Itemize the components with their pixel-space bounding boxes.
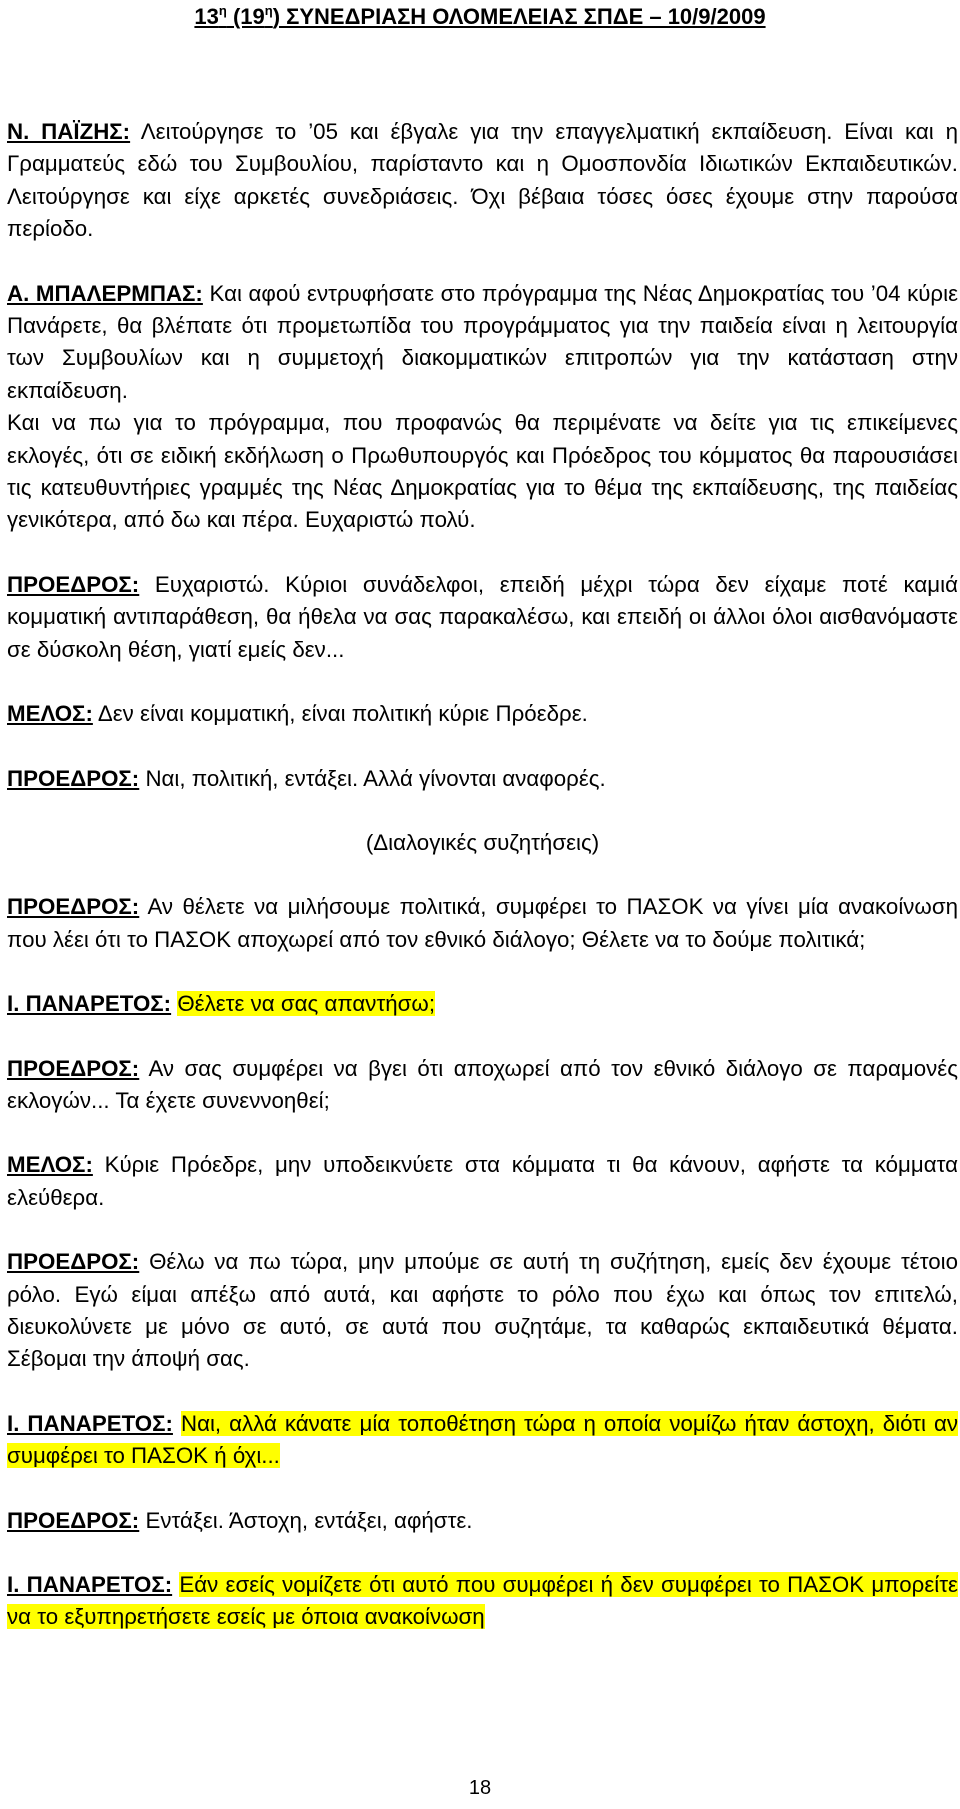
speaker-name: ΠΡΟΕΔΡΟΣ: [7, 1507, 140, 1533]
paragraph [7, 1408, 958, 1473]
page-number: 18 [468, 1777, 492, 1799]
speaker-name: ΠΡΟΕΔΡΟΣ: [7, 1055, 140, 1081]
speaker-name: ΜΕΛΟΣ: [7, 701, 93, 727]
highlighted-text: Θέλετε να σας απαντήσω; [177, 991, 436, 1017]
paragraph [7, 116, 958, 246]
paragraph [7, 763, 958, 795]
speaker-name: Ν. ΠΑΪΖΗΣ: [7, 119, 131, 144]
paragraph [7, 407, 958, 537]
speech-text: Ναι, πολιτική, εντάξει. Αλλά γίνονται αναφορές. [139, 765, 606, 791]
note-text: (Διαλογικές συζητήσεις) [365, 829, 600, 855]
paragraph [7, 891, 958, 956]
paragraph [7, 1246, 958, 1376]
paragraph [7, 1053, 958, 1118]
speaker-name: ΜΕΛΟΣ: [7, 1152, 93, 1178]
speaker-name: ΠΡΟΕΔΡΟΣ: [7, 894, 140, 920]
speaker-name: ΠΡΟΕΔΡΟΣ: [7, 571, 140, 597]
paragraph [7, 569, 958, 666]
speech-text: Αν σας συμφέρει να βγει ότι αποχωρεί από τον εθνικό διάλογο σε παραμονές εκλογών... Τα έχετε συνεννοηθεί; [7, 1055, 958, 1113]
speech-text: Ευχαριστώ. Κύριοι συνάδελφοι, επειδή μέχρι τώρα δεν είχαμε ποτέ καμιά κομματική αντιπαράθεση, θα ήθελα να σας παρακαλέσω, και επειδή οι άλλοι όλοι αισθανόμαστε σε δύσκολη θέση, γιατί εμείς δεν... [7, 571, 958, 662]
speech-text: Κύριε Πρόεδρε, μην υποδεικνύετε στα κόμματα τι θα κάνουν, αφήστε τα κόμματα ελεύθερα. [7, 1152, 958, 1210]
speech-text: Δεν είναι κομματική, είναι πολιτική κύριε Πρόεδρε. [92, 701, 588, 727]
speech-text: Και να πω για το πρόγραμμα, που προφανώς θα περιμένατε να δείτε για τις επικείμενες εκλογές, ότι σε ειδική εκδήλωση ο Πρωθυπουργός και Πρόεδρος του κόμματος θα παρουσιάσει τις κατευθυντήριες γραμμές της Νέας Δημοκρατίας για το θέμα της εκπαίδευσης, της παιδείας γενικότερα, από δω και πέρα. Ευχαριστώ πολύ. [7, 410, 958, 533]
highlighted-text: Ναι, αλλά κάνατε μία τοποθέτηση τώρα η οποία νομίζω ήταν άστοχη, διότι αν συμφέρει το ΠΑΣΟΚ ή όχι... [7, 1410, 958, 1469]
paragraph [7, 1569, 958, 1634]
speaker-name: Ι. ΠΑΝΑΡΕΤΟΣ: [7, 991, 172, 1017]
highlighted-text: Εάν εσείς νομίζετε ότι αυτό που συμφέρει ή δεν συμφέρει το ΠΑΣΟΚ μπορείτε να το εξυπηρετήσετε εσείς με όποια ανακοίνωση [7, 1572, 958, 1630]
speech-text: Αν θέλετε να μιλήσουμε πολιτικά, συμφέρει το ΠΑΣΟΚ να γίνει μία ανακοίνωση που λέει ότι το ΠΑΣΟΚ αποχωρεί από τον εθνικό διάλογο; Θέλετε να το δούμε πολιτικά; [7, 894, 958, 952]
speaker-name: ΠΡΟΕΔΡΟΣ: [7, 1249, 140, 1275]
speech-text: Και αφού εντρυφήσατε στο πρόγραμμα της Νέας Δημοκρατίας του ’04 κύριε Πανάρετε, θα βλέπατε ότι προμετωπίδα του προγράμματος για την παιδεία είναι η λειτουργία των Συμβουλίων και η συμμετοχή διακομματικών επιτροπών για την κατάσταση στην εκπαίδευση. [7, 280, 959, 403]
paragraph [7, 1149, 958, 1214]
header-title: $13^\eta$ $(19^\eta)$ ΣΥΝΕΔΡΙΑΣΗ ΟΛΟΜΕΛΕΙΑΣ ΣΠΔΕ – 10/9/2009 [194, 3, 766, 29]
speaker-name: ΠΡΟΕΔΡΟΣ: [7, 765, 140, 791]
speech-text: Θέλω να πω τώρα, μην μπούμε σε αυτή τη συζήτηση, εμείς δεν έχουμε τέτοιο ρόλο. Εγώ είμαι απέξω από αυτά, και αφήστε το ρόλο που έχω και όπως τον επιτελώ, διευκολύνετε με μόνο σε αυτό, σε αυτά που συζητάμε, τα καθαρώς εκπαιδευτικά θέματα. Σέβομαι την άποψή σας. [7, 1249, 958, 1372]
speaker-name: Ι. ΠΑΝΑΡΕΤΟΣ: [7, 1572, 173, 1597]
paragraph [7, 278, 958, 408]
transcript-body [7, 116, 958, 1634]
speech-text: Εντάξει. Άστοχη, εντάξει, αφήστε. [139, 1507, 473, 1533]
speech-text: Λειτούργησε το ’05 και έβγαλε για την επαγγελματική εκπαίδευση. Είναι και η Γραμματεύς εδώ του Συμβουλίου, παρίσταντο και η Ομοσπονδία Ιδιωτικών Εκπαιδευτικών. Λειτούργησε και είχε αρκετές συνεδριάσεις. Όχι βέβαια τόσες όσες έχουμε στην παρούσα περίοδο. [7, 119, 958, 242]
page-header [0, 4, 960, 30]
stage-note [7, 827, 958, 859]
paragraph [7, 988, 958, 1020]
speaker-name: Ι. ΠΑΝΑΡΕΤΟΣ: [7, 1410, 173, 1436]
speaker-name: Α. ΜΠΑΛΕΡΜΠΑΣ: [7, 280, 203, 306]
paragraph [7, 1505, 958, 1537]
paragraph [7, 698, 958, 730]
